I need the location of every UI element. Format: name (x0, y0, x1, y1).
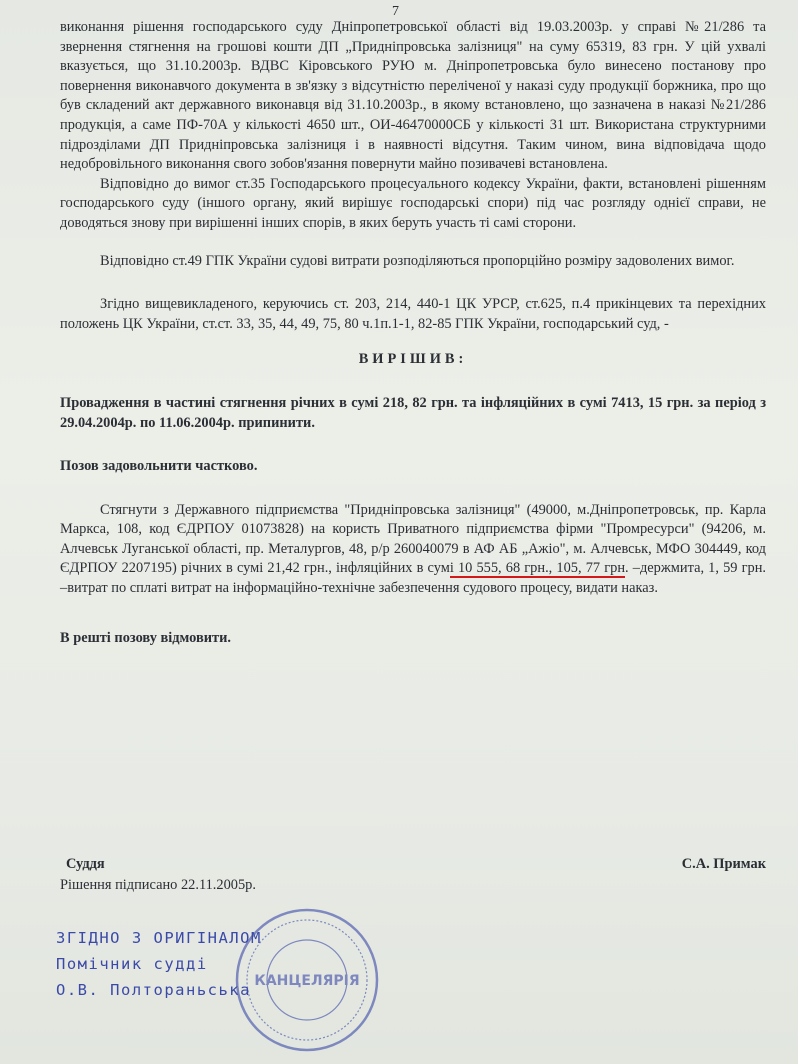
decision-recovery (60, 501, 766, 599)
recovery-text-end: . –держмита, 1, 59 грн. –витрат по сплаті витрат на інформаційно-технічне забезпечення судового процесу, видати наказ. (60, 560, 766, 597)
decision-reject: В решті позову відмовити. (60, 629, 232, 646)
decision-terminate: Провадження в частині стягнення річних в сумі 218, 82 грн. та інфляційних в сумі 7413, 15 грн. за період з 29.04.2004р. по 11.06.2004р. припинити. (60, 394, 766, 431)
recovery-text-start: Стягнути з Державного підприємства "Придніпровська залізниця" (49000, м.Дніпропетровськ, пр. Карла Маркса, 108, код ЄДРПОУ 01073828) на користь Приватного підприємства фірми "Промресурси" (94206, м. Алчевськ Луганської області, пр. Металургов, 48, р/р 260040079 в АФ АБ „Ажіо", м. Алчевськ, МФО 304449, код ЄДРПОУ 2207195) річних в сумі 21,42 грн., інфляційних в сум (60, 501, 766, 577)
stamp-line-original: ЗГІДНО З ОРИГІНАЛОМ (56, 929, 262, 947)
stamp-line-assistant: Помічник судді (56, 955, 208, 973)
judge-name: С.А. Примак (681, 856, 766, 872)
certification-stamp (56, 925, 262, 1003)
signed-date: Рішення підписано 22.11.2005р. (60, 877, 256, 893)
decision-heading: ВИРІШИВ: (358, 351, 468, 368)
paragraph-enforcement: виконання рішення господарського суду Дніпропетровської області від 19.03.2003р. у справі №21/286 та звернення стягнення на грошові кошти ДП „Придніпровська залізниця" на суму 65319, 83 грн. У цій ухвалі вказується, що 31.10.2003р. ВДВС Кіровського РУЮ м. Дніпропетровська було винесено постанову про повернення виконавчого документа в зв'язку з відсутністю переліченої у наказі суду продукції боржника, про що був складений акт державного виконавця від 31.10.2003р., в якому встановлено, що зазначена в наказі №21/286 продукція, а саме ПФ-70А у кількості 4650 шт., ОИ-46470000СБ у кількості 31 шт. Використана структурними підрозділами ДП Придніпровська залізниця і в наявності відсутня. Таким чином, вина відповідача щодо недобровільного виконання свого зобов'язання повернути майно позивачеві встановлена. (60, 19, 766, 173)
stamp-line-name: О.В. Полтораньська (56, 981, 251, 999)
document-body (60, 18, 766, 648)
recovery-underlined-amount: і 10 555, 68 грн., 105, 77 грн (449, 560, 626, 577)
page-number: 7 (392, 4, 399, 19)
seal-label: КАНЦЕЛЯРІЯ (254, 973, 360, 989)
paragraph-art35: Відповідно до вимог ст.35 Господарського процесуального кодексу України, факти, встановлені рішенням господарського суду (іншого органу, який вирішує господарські спори) під час розгляду однієї справи, не доводяться знову при вирішенні інших спорів, в яких беруть участь ті самі сторони. (60, 175, 766, 231)
paragraph-art49: Відповідно ст.49 ГПК України судові витрати розподіляються пропорційно розміру задоволених вимог. (100, 252, 735, 269)
paragraph-grounds: Згідно вищевикладеного, керуючись ст. 203, 214, 440-1 ЦК УРСР, ст.625, п.4 прикінцевих та перехідних положень ЦК України, ст.ст. 33, 35, 44, 49, 75, 80 ч.1п.1-1, 82-85 ГПК України, господарський суд, - (60, 296, 766, 332)
decision-partial: Позов задовольнити частково. (60, 458, 258, 475)
judge-label: Суддя (66, 856, 105, 872)
